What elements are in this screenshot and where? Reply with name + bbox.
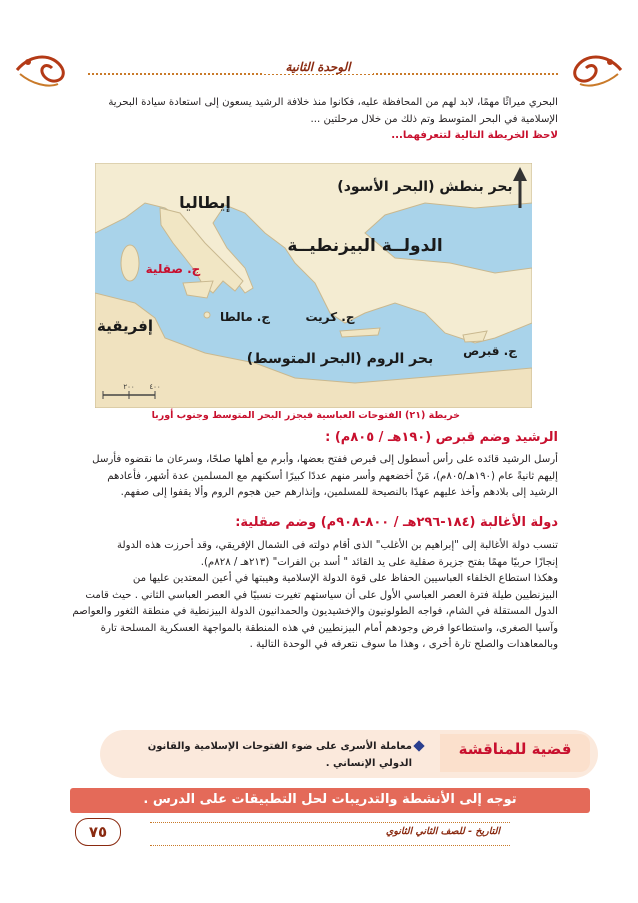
footer-book-title: التاريخ - للصف الثاني الثانوي [385, 826, 500, 837]
discussion-line: الدولي الإنساني . [325, 758, 412, 769]
map-label-sicily: ج. صقلية [145, 262, 201, 276]
section-heading-aghlabids-sicily: دولة الأغالبة (١٨٤-٢٩٦هـ / ٨٠٠-٩٠٨م) وضم صقلية: [235, 515, 558, 530]
map-label-cyprus: ج. قبرص [463, 344, 517, 358]
map-label-crete: ج. كريت [305, 310, 355, 324]
discussion-label: قضية للمناقشة [458, 740, 572, 758]
footer-rule-bottom [150, 845, 510, 846]
map-label-africa: إفريقية [97, 317, 153, 335]
paragraph-line: إليهم ثانيةً عام (١٩٠هـ/٨٠٥م)، مَنْ أخضعهم وأسر منهم عددًا كبيرًا أسكنهم مع المسلمين عدة أشهر، فأعادهم [107, 470, 558, 482]
map-label-italy: إيطاليا [179, 193, 231, 212]
section1-paragraph [88, 452, 558, 502]
activities-banner-text: توجه إلى الأنشطة والتدريبات لحل التطبيقات على الدرس . [143, 792, 517, 807]
intro-line: البحري ميراثًا مهمًا، لابد لهم من المحافظة عليه، فكانوا منذ خلافة الرشيد يسعون إلى استعادة سيادة البحرية [108, 97, 558, 108]
paragraph-line: وبالمعاهدات والصلح تارة أخرى ، وهذا ما سوف نتعرفه في الوحدة التالية . [249, 639, 558, 650]
map-label-mediterranean: بحر الروم (البحر المتوسط) [246, 351, 434, 367]
map-image [95, 163, 532, 408]
map-figure [95, 163, 532, 408]
page-number: ٧٥ [75, 818, 121, 846]
map-label-black-sea: بحر بنطش (البحر الأسود) [337, 179, 513, 195]
paragraph-line: إنجازًا حربيًا مهمًا بفتح جزيرة صقلية على يد القائد " أسد بن الفرات" (٢١٣هـ / ٨٢٨م). [200, 556, 558, 568]
intro-paragraph [88, 95, 558, 145]
header-ornament-left [14, 50, 72, 90]
scale-label: ٢٠٠ [123, 383, 135, 391]
unit-title: الوحدة الثانية [263, 60, 373, 74]
section-heading-rashid-cyprus: الرشيد وضم قبرص (١٩٠هـ / ٨٠٥م) : [325, 430, 558, 445]
paragraph-line: الرشيد إلى بلادهم وأخذ عليهم عهدًا بالنصيحة للمسلمين، وإنذارهم حين هجوم الروم وألا يقفوا إلى صفهم. [120, 487, 558, 498]
paragraph-line: وهكذا استطاع الخلفاء العباسيين الحفاظ على قوة الدولة الإسلامية وهيبتها في أعين المعتدين عليها من [132, 573, 558, 584]
map-note: لاحظ الخريطة التالية لتتعرفهما... [391, 130, 558, 141]
paragraph-line: الدول المستقلة في الشام، فواجه الطولونيون والإخشيديون والحمدانيون الدولة البيزنطية في منطقة الثغور والعواصم [72, 606, 558, 617]
section2-paragraph [72, 538, 558, 654]
paragraph-line: أرسل الرشيد قائده على رأس أسطول إلى قبرص ففتح بعضها، وأبرم مع أهلها صلحًا، وسرعان ما نقضوه فأرسل [92, 454, 558, 465]
map-caption: خريطة (٢١) الفتوحات العباسية فيجزر البحر المتوسط وجنوب أوربا [151, 410, 460, 421]
map-label-byzantine: الدولــة البيزنطيــة [287, 236, 443, 256]
discussion-text [112, 738, 412, 772]
header-ornament-right [566, 50, 624, 90]
paragraph-line: البيزنطيين طيلة فترة العصر العباسي الأول على أن سياستهم تغيرت نسبيًا في العصر العباسي الثاني . حيث قامت [85, 589, 558, 601]
intro-line: الإسلامية في البحر المتوسط وتم ذلك من خلال مرحلتين ... [310, 113, 558, 125]
map-label-malta: ج. مالطا [219, 310, 271, 324]
paragraph-line: وآسيا الصغرى، واستطاعوا فرض وجودهم أمام البيزنطيين في هذه المنطقة بالمواجهة العسكرية المسلحة تارة [100, 622, 558, 634]
scale-label: ٤٠٠ [149, 383, 161, 391]
paragraph-line: تنسب دولة الأغالبة إلى "إبراهيم بن الأغلب" الذى أقام دولته فى الشمال الإفريقي، وقد أحرزت هذه الدولة [117, 540, 558, 551]
discussion-line: معاملة الأسرى على ضوء الفتوحات الإسلامية والقانون [147, 741, 412, 752]
footer-rule-top [150, 822, 510, 823]
